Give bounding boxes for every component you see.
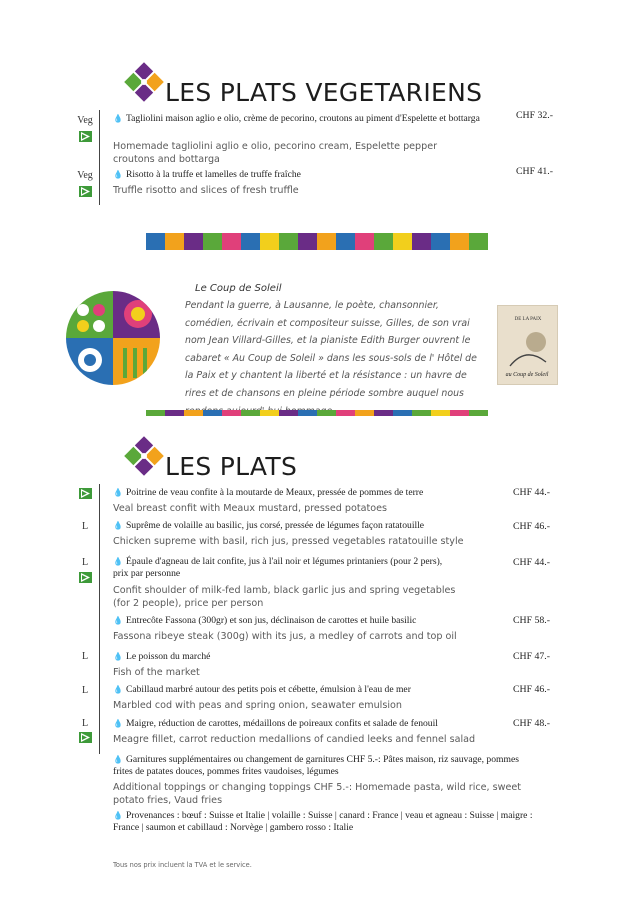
garnish-fr: 💧 Garnitures supplémentaires ou changement de garnitures CHF 5.-: Pâtes maison, riz sauvage, pommes frites de patates douces, pommes frites vaudoises, légumes [113,754,519,777]
flag-icon [79,186,92,197]
section-title-vegetarian: LES PLATS VEGETARIENS [165,78,483,107]
drop-icon: 💧 [113,557,123,566]
dish-price: CHF 44.- [513,557,551,568]
floral-circle-illustration [63,290,163,386]
drop-icon: 💧 [113,685,123,694]
dish-price: CHF 58.- [513,615,551,626]
svg-text:DE LA PAIX: DE LA PAIX [514,317,542,322]
flag-icon [79,572,92,583]
dish-name-fr: 💧 Épaule d'agneau de lait confite, jus à l'ail noir et légumes printaniers (pour 2 pers), prix par personne [113,556,443,579]
dish-name-en: Veal breast confit with Meaux mustard, pressed potatoes [113,503,388,514]
dish-name-en: Truffle risotto and slices of fresh truffle [113,185,299,196]
flag-icon [79,732,92,743]
svg-text:au Coup de Soleil: au Coup de Soleil [505,372,549,378]
flag-icon [79,131,92,142]
flag-icon [79,488,92,499]
diet-tag: L [81,521,89,532]
diet-tag: L [81,685,89,696]
drop-icon: 💧 [113,719,123,728]
provenance-text: 💧 Provenances : bœuf : Suisse et Italie | volaille : Suisse | canard : France | veau et agneau : Suisse | maigre : France | saumon et cabillaud : Norvège | gambero rosso : Italie [113,810,533,833]
dish-name-fr: 💧 Tagliolini maison aglio e olio, crème de pecorino, croutons au piment d'Espelette et bottarga [113,113,480,124]
dish-price: CHF 47.- [513,651,551,662]
drop-icon: 💧 [113,170,123,179]
diet-tag: L [81,651,89,662]
dish-name-en: Meagre fillet, carrot reduction medallions of candied leeks and fennel salad [113,734,476,745]
dish-name-en: Fassona ribeye steak (300g) with its jus, a medley of carrots and top oil [113,631,457,642]
dish-name-en: Homemade tagliolini aglio e olio, pecorino cream, Espelette pepper croutons and bottarga [113,141,438,165]
dish-name-fr: 💧 Poitrine de veau confite à la moutarde de Meaux, pressée de pommes de terre [113,487,424,498]
dish-name-en: Chicken supreme with basil, rich jus, pressed vegetables ratatouille style [113,536,464,547]
drop-icon: 💧 [113,488,123,497]
dish-price: CHF 48.- [513,718,551,729]
dish-name-fr: 💧 Cabillaud marbré autour des petits pois et cébette, émulsion à l'eau de mer [113,684,411,695]
dish-name-fr: 💧 Maigre, réduction de carottes, médaillons de poireaux confits et salade de fenouil [113,718,438,729]
dish-price: CHF 46.- [513,521,551,532]
footer-note: Tous nos prix incluent la TVA et le service. [113,861,252,869]
dish-price: CHF 41.- [516,166,554,177]
diet-tag: L [81,718,89,729]
dish-name-en: Fish of the market [113,667,200,678]
dish-name-fr: 💧 Suprême de volaille au basilic, jus corsé, pressée de légumes façon ratatouille [113,520,425,531]
veg-tag: Veg [77,115,93,126]
dish-name-fr: 💧 Entrecôte Fassona (300gr) et son jus, déclinaison de carottes et huile basilic [113,615,417,626]
decorative-pattern-band [146,233,496,250]
dish-price: CHF 44.- [513,487,551,498]
garnish-en: Additional toppings or changing toppings CHF 5.-: Homemade pasta, wild rice, sweet potato fries, Vaud fries [113,782,522,806]
diamond-flower-logo-icon [124,436,164,476]
story-text: Pendant la guerre, à Lausanne, le poète, chansonnier, comédien, écrivain et compositeur suisse, Gilles, de son vrai nom Jean Villard-Gilles, et la pianiste Edith Burger ouvrent le cabaret « Au Coup de Soleil » dans les sous-sols de l' Hôtel de la Paix et y chantent la liberté et la résistance : un havre de rires et de chansons en pleine période sombre auquel nous [185,300,477,399]
dish-name-fr: 💧 Le poisson du marché [113,651,211,662]
dish-name-fr: 💧 Risotto à la truffe et lamelles de truffe fraîche [113,169,301,180]
dish-price: CHF 32.- [516,110,554,121]
dish-name-en: Marbled cod with peas and spring onion, seawater emulsion [113,700,402,711]
dish-price: CHF 46.- [513,684,551,695]
section-title-main: LES PLATS [165,452,298,481]
drop-icon: 💧 [113,652,123,661]
dish-name-en: Confit shoulder of milk-fed lamb, black garlic jus and spring vegetables (for 2 people), price per person [113,585,456,609]
drop-icon: 💧 [113,755,123,764]
diet-tag: L [81,557,89,568]
drop-icon: 💧 [113,616,123,625]
divider-line [99,484,100,754]
divider-line [99,110,100,205]
decorative-pattern-band [146,410,496,416]
drop-icon: 💧 [113,811,123,820]
diamond-flower-logo-icon [124,62,164,102]
drop-icon: 💧 [113,114,123,123]
veg-tag: Veg [77,170,93,181]
story-title: Le Coup de Soleil [195,283,282,294]
vintage-poster-image [497,305,558,385]
drop-icon: 💧 [113,521,123,530]
